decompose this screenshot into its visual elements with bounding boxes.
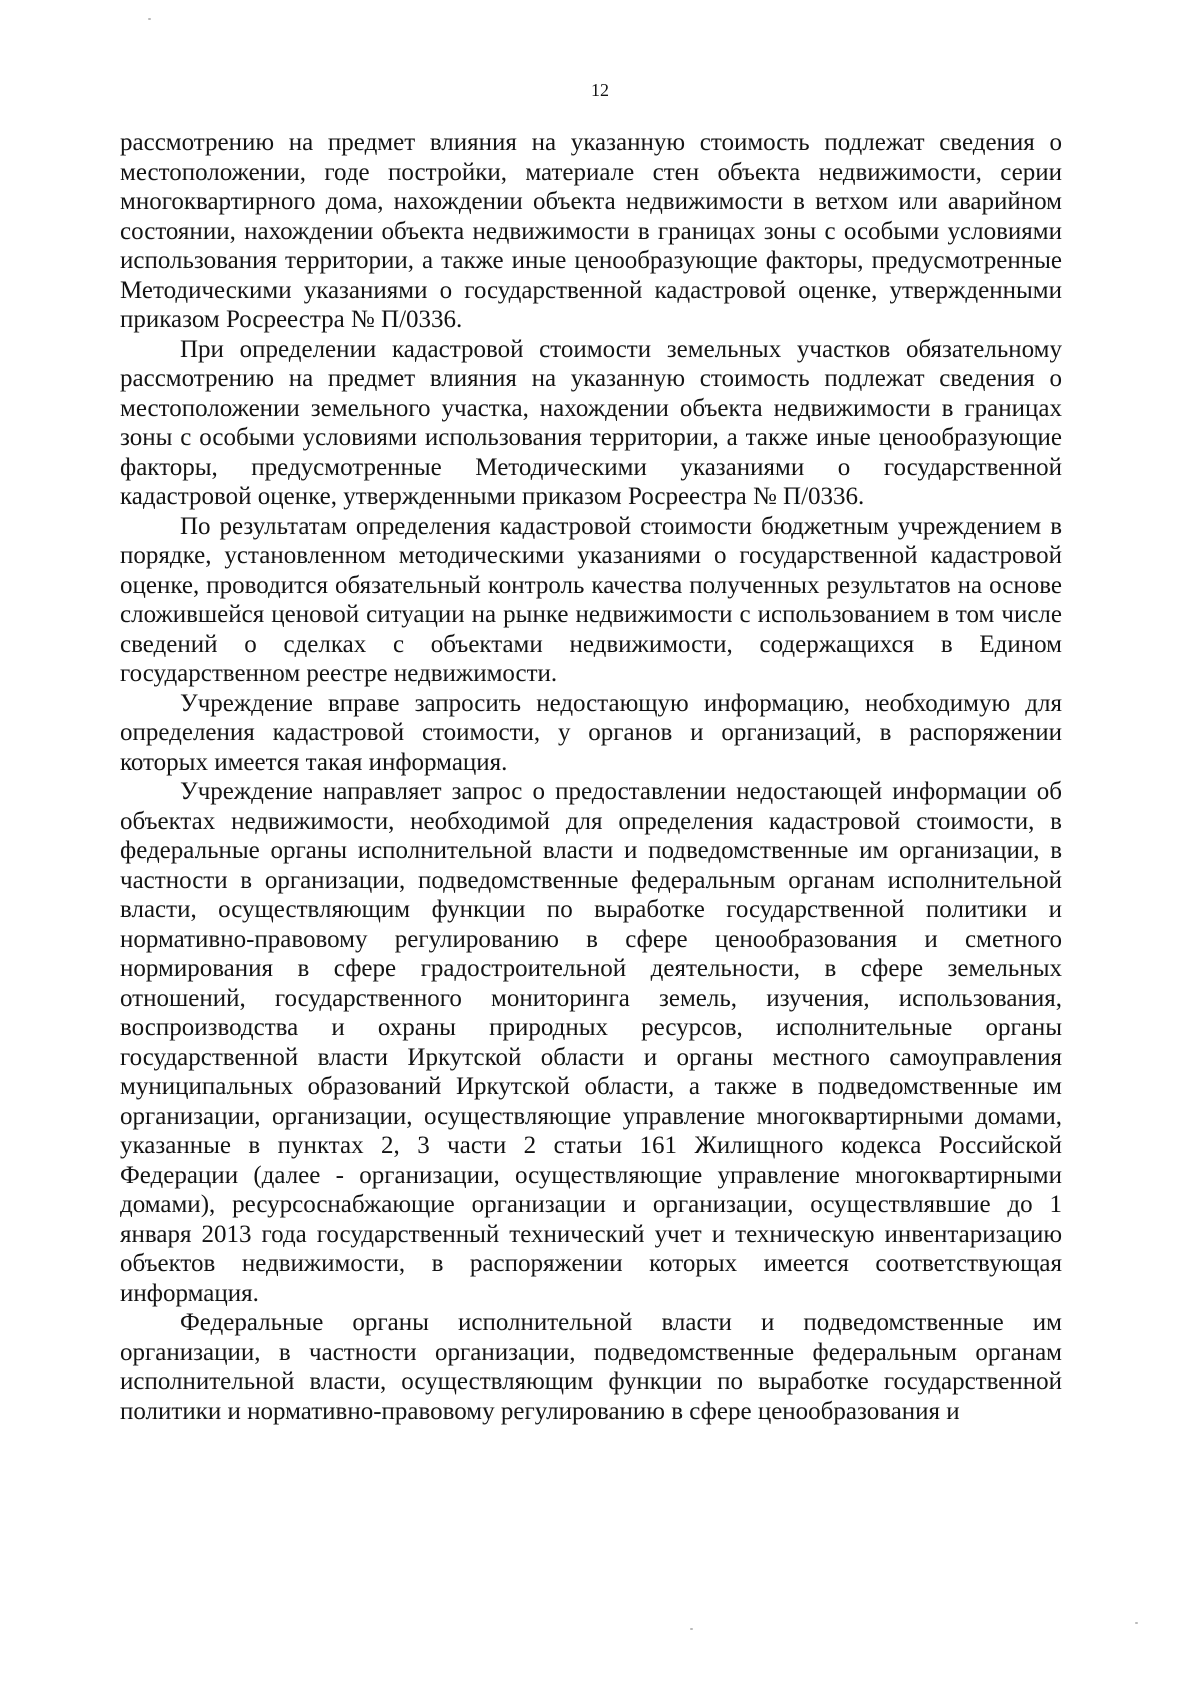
paragraph-federal-bodies: Федеральные органы исполнительной власти и подведомственные им организации, в частности организации, подведомственные федеральным органам исполнительной власти, осуществляющим функции по выработке государственной политики и нормативно-правовому регулированию в сфере ценообразования и [120,1309,1062,1425]
scan-artifact [690,1628,693,1630]
paragraph-land-plots-valuation: При определении кадастровой стоимости земельных участков обязательному рассмотрению на предмет влияния на указанную стоимость подлежат сведения о местоположении земельного участка, нахождении объекта недвижимости в границах зоны с особыми условиями использования территории, а также иные ценообразующие факторы, предусмотренные Методическими указаниями о государственной кадастровой оценке, утвержденными приказом Росреестра № П/0336. [120,335,1062,510]
document-body [120,128,1062,1426]
scan-artifact [1135,1622,1138,1624]
scan-artifact [148,18,151,20]
paragraph-quality-control: По результатам определения кадастровой стоимости бюджетным учреждением в порядке, установленном методическими указаниями о государственной кадастровой оценке, проводится обязательный контроль качества полученных результатов на основе сложившейся ценовой ситуации на рынке недвижимости с использованием в том числе сведений о сделках с объектами недвижимости, содержащихся в Едином государственном реестре недвижимости. [120,512,1062,687]
paragraph-information-request-right: Учреждение вправе запросить недостающую информацию, необходимую для определения кадастровой стоимости, у органов и организаций, в распоряжении которых имеется такая информация. [120,689,1062,776]
paragraph-continuation: рассмотрению на предмет влияния на указанную стоимость подлежат сведения о местоположении, годе постройки, материале стен объекта недвижимости, серии многоквартирного дома, нахождении объекта недвижимости в ветхом или аварийном состоянии, нахождении объекта недвижимости в границах зоны с особыми условиями использования территории, а также иные ценообразующие факторы, предусмотренные Методическими указаниями о государственной кадастровой оценке, утвержденными приказом Росреестра № П/0336. [120,129,1062,333]
paragraph-information-request-recipients: Учреждение направляет запрос о предоставлении недостающей информации об объектах недвижимости, необходимой для определения кадастровой стоимости, в федеральные органы исполнительной власти и подведомственные им организации, в частности в организации, подведомственные федеральным органам исполнительной власти, осуществляющим функции по выработке государственной политики и нормативно-правовому регулированию в сфере ценообразования и сметного нормирования в сфере градостроительной деятельности, в сфере земельных отношений, государственного мониторинга земель, изучения, использования, воспроизводства и охраны природных ресурсов, исполнительные органы государственной власти Иркутской области и органы местного самоуправления муниципальных образований Иркутской области, а также в подведомственные им организации, организации, осуществляющие управление многоквартирными домами, указанные в пунктах 2, 3 части 2 статьи 161 Жилищного кодекса Российской Федерации (далее - организации, осуществляющие управление многоквартирными домами), ресурсоснабжающие организации и организации, осуществлявшие до 1 января 2013 года государственный технический учет и техническую инвентаризацию объектов недвижимости, в распоряжении которых имеется соответствующая информация. [120,778,1062,1307]
page-number: 12 [591,80,609,100]
